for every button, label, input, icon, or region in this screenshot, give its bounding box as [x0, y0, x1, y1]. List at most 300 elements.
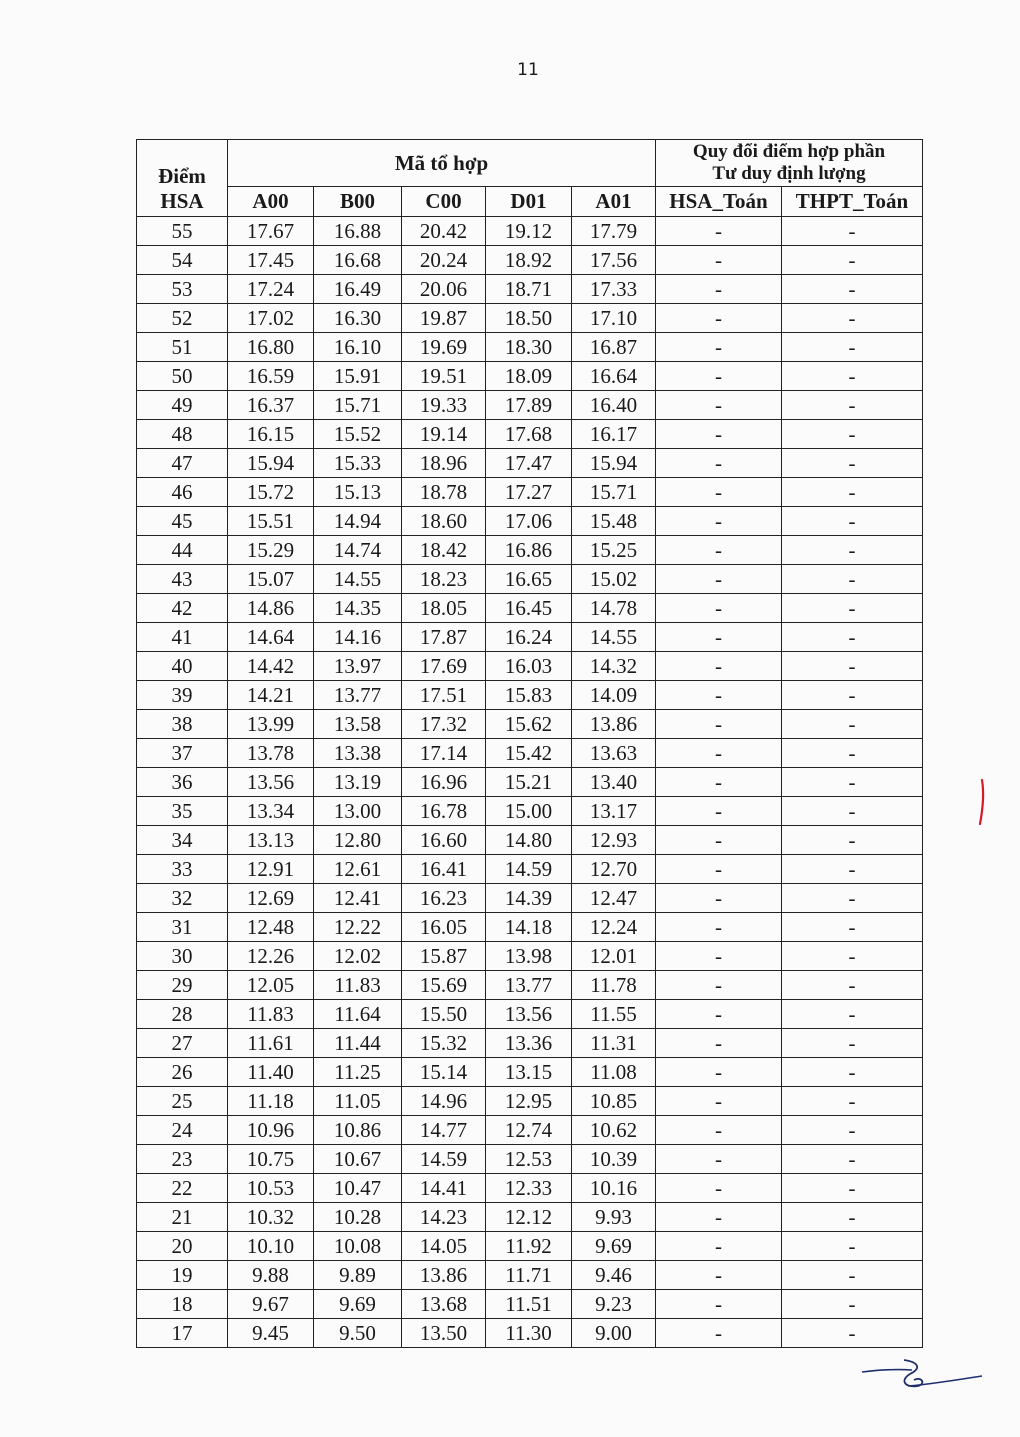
table-row — [137, 1058, 923, 1087]
table-cell: - — [656, 826, 782, 855]
table-cell: - — [782, 333, 923, 362]
table-cell: 16.78 — [402, 797, 486, 826]
table-cell: 36 — [137, 768, 228, 797]
table-cell: 15.50 — [402, 1000, 486, 1029]
table-cell: 16.10 — [314, 333, 402, 362]
table-row — [137, 449, 923, 478]
table-cell: 12.91 — [228, 855, 314, 884]
table-cell: 15.87 — [402, 942, 486, 971]
table-cell: 15.62 — [486, 710, 572, 739]
table-cell: 12.93 — [572, 826, 656, 855]
table-cell: 10.62 — [572, 1116, 656, 1145]
table-cell: 15.29 — [228, 536, 314, 565]
table-cell: 41 — [137, 623, 228, 652]
table-cell: 17.24 — [228, 275, 314, 304]
table-row — [137, 217, 923, 246]
table-cell: 14.55 — [314, 565, 402, 594]
table-cell: - — [656, 797, 782, 826]
table-row — [137, 739, 923, 768]
table-cell: 14.35 — [314, 594, 402, 623]
table-cell: - — [782, 507, 923, 536]
table-cell: 14.16 — [314, 623, 402, 652]
table-cell: - — [656, 449, 782, 478]
table-cell: 21 — [137, 1203, 228, 1232]
table-cell: 22 — [137, 1174, 228, 1203]
table-cell: 18.92 — [486, 246, 572, 275]
table-cell: 13.63 — [572, 739, 656, 768]
table-row — [137, 594, 923, 623]
table-cell: 16.24 — [486, 623, 572, 652]
table-cell: 15.33 — [314, 449, 402, 478]
table-cell: - — [656, 420, 782, 449]
table-cell: 50 — [137, 362, 228, 391]
table-cell: 17.45 — [228, 246, 314, 275]
table-cell: - — [782, 1174, 923, 1203]
table-row — [137, 304, 923, 333]
table-cell: 14.94 — [314, 507, 402, 536]
table-cell: - — [782, 217, 923, 246]
table-cell: - — [782, 768, 923, 797]
table-cell: - — [782, 391, 923, 420]
table-cell: 11.83 — [314, 971, 402, 1000]
table-cell: 18.05 — [402, 594, 486, 623]
table-cell: 13.99 — [228, 710, 314, 739]
table-cell: 52 — [137, 304, 228, 333]
table-cell: 9.45 — [228, 1319, 314, 1348]
header-col-b00: B00 — [314, 187, 402, 217]
table-cell: 12.74 — [486, 1116, 572, 1145]
table-cell: 17.51 — [402, 681, 486, 710]
table-cell: 13.77 — [486, 971, 572, 1000]
table-cell: 25 — [137, 1087, 228, 1116]
table-row — [137, 1029, 923, 1058]
header-row-top — [137, 140, 923, 187]
table-cell: 15.13 — [314, 478, 402, 507]
table-cell: - — [782, 536, 923, 565]
table-row — [137, 855, 923, 884]
table-cell: 16.45 — [486, 594, 572, 623]
score-conversion-table — [136, 139, 923, 1348]
table-cell: 18.42 — [402, 536, 486, 565]
table-cell: - — [656, 1087, 782, 1116]
table-body — [137, 217, 923, 1348]
table-cell: - — [782, 1116, 923, 1145]
table-row — [137, 362, 923, 391]
table-cell: 15.83 — [486, 681, 572, 710]
score-conversion-table-container — [136, 139, 923, 1348]
table-cell: 43 — [137, 565, 228, 594]
table-cell: 12.41 — [314, 884, 402, 913]
header-hsa-label: HSA — [160, 189, 204, 213]
table-cell: 17.69 — [402, 652, 486, 681]
page-number: 11 — [517, 60, 539, 80]
table-cell: 13.77 — [314, 681, 402, 710]
table-cell: - — [782, 478, 923, 507]
table-cell: 23 — [137, 1145, 228, 1174]
table-cell: 46 — [137, 478, 228, 507]
header-group-title: Mã tổ hợp — [228, 140, 656, 187]
header-col-c00: C00 — [402, 187, 486, 217]
table-cell: 13.68 — [402, 1290, 486, 1319]
table-cell: 14.21 — [228, 681, 314, 710]
table-cell: 16.88 — [314, 217, 402, 246]
table-row — [137, 565, 923, 594]
table-row — [137, 768, 923, 797]
table-cell: - — [656, 362, 782, 391]
table-cell: 13.97 — [314, 652, 402, 681]
table-cell: 9.69 — [572, 1232, 656, 1261]
table-cell: 12.01 — [572, 942, 656, 971]
table-cell: 15.72 — [228, 478, 314, 507]
table-cell: - — [782, 362, 923, 391]
table-row — [137, 478, 923, 507]
table-row — [137, 1290, 923, 1319]
header-row-columns — [137, 187, 923, 217]
table-cell: - — [656, 1319, 782, 1348]
table-cell: 16.40 — [572, 391, 656, 420]
table-cell: 16.96 — [402, 768, 486, 797]
table-cell: 17.87 — [402, 623, 486, 652]
table-cell: 17.56 — [572, 246, 656, 275]
table-cell: 9.89 — [314, 1261, 402, 1290]
table-cell: - — [656, 884, 782, 913]
table-cell: - — [782, 246, 923, 275]
table-cell: - — [782, 1029, 923, 1058]
table-cell: 10.53 — [228, 1174, 314, 1203]
table-cell: 14.32 — [572, 652, 656, 681]
table-cell: - — [656, 855, 782, 884]
table-cell: - — [656, 304, 782, 333]
table-cell: 14.18 — [486, 913, 572, 942]
table-row — [137, 1174, 923, 1203]
table-cell: 12.05 — [228, 971, 314, 1000]
table-cell: 10.85 — [572, 1087, 656, 1116]
table-row — [137, 1116, 923, 1145]
table-cell: 11.83 — [228, 1000, 314, 1029]
table-cell: - — [656, 565, 782, 594]
table-cell: 16.15 — [228, 420, 314, 449]
table-cell: - — [656, 507, 782, 536]
table-cell: - — [782, 797, 923, 826]
table-row — [137, 1261, 923, 1290]
table-cell: - — [782, 1000, 923, 1029]
table-cell: 48 — [137, 420, 228, 449]
table-cell: 19.87 — [402, 304, 486, 333]
table-cell: 12.53 — [486, 1145, 572, 1174]
table-cell: 14.78 — [572, 594, 656, 623]
table-cell: 14.09 — [572, 681, 656, 710]
header-col-a00: A00 — [228, 187, 314, 217]
table-cell: 45 — [137, 507, 228, 536]
table-cell: - — [782, 739, 923, 768]
table-cell: - — [656, 275, 782, 304]
table-cell: 18.78 — [402, 478, 486, 507]
table-cell: 16.17 — [572, 420, 656, 449]
table-cell: 15.32 — [402, 1029, 486, 1058]
table-cell: 17 — [137, 1319, 228, 1348]
table-cell: 12.33 — [486, 1174, 572, 1203]
table-cell: 15.21 — [486, 768, 572, 797]
table-cell: 20.42 — [402, 217, 486, 246]
table-cell: - — [656, 739, 782, 768]
table-row — [137, 1000, 923, 1029]
table-row — [137, 275, 923, 304]
table-cell: 15.94 — [572, 449, 656, 478]
table-cell: 11.05 — [314, 1087, 402, 1116]
table-cell: - — [782, 1058, 923, 1087]
table-cell: 18.71 — [486, 275, 572, 304]
table-cell: 17.67 — [228, 217, 314, 246]
table-cell: 17.79 — [572, 217, 656, 246]
table-row — [137, 420, 923, 449]
table-cell: 16.49 — [314, 275, 402, 304]
table-cell: 13.19 — [314, 768, 402, 797]
table-cell: 9.69 — [314, 1290, 402, 1319]
table-cell: - — [782, 942, 923, 971]
table-cell: 15.94 — [228, 449, 314, 478]
table-cell: 49 — [137, 391, 228, 420]
table-cell: 47 — [137, 449, 228, 478]
table-cell: 12.22 — [314, 913, 402, 942]
table-cell: 15.25 — [572, 536, 656, 565]
table-cell: 28 — [137, 1000, 228, 1029]
table-row — [137, 652, 923, 681]
table-cell: - — [782, 710, 923, 739]
table-cell: 12.02 — [314, 942, 402, 971]
table-cell: - — [782, 652, 923, 681]
table-cell: 17.68 — [486, 420, 572, 449]
table-cell: 15.02 — [572, 565, 656, 594]
table-cell: 12.26 — [228, 942, 314, 971]
table-cell: 12.69 — [228, 884, 314, 913]
table-cell: - — [782, 1087, 923, 1116]
table-cell: 15.52 — [314, 420, 402, 449]
table-cell: 14.59 — [402, 1145, 486, 1174]
table-cell: - — [656, 652, 782, 681]
table-cell: 9.93 — [572, 1203, 656, 1232]
table-row — [137, 391, 923, 420]
table-cell: 9.50 — [314, 1319, 402, 1348]
table-cell: 33 — [137, 855, 228, 884]
table-cell: 11.08 — [572, 1058, 656, 1087]
table-cell: - — [782, 1145, 923, 1174]
table-cell: 16.30 — [314, 304, 402, 333]
table-cell: 13.58 — [314, 710, 402, 739]
table-cell: - — [656, 333, 782, 362]
table-cell: 27 — [137, 1029, 228, 1058]
table-cell: 19.51 — [402, 362, 486, 391]
table-cell: 24 — [137, 1116, 228, 1145]
header-conversion-line1: Quy đổi điểm hợp phần — [692, 141, 886, 162]
table-cell: 18.30 — [486, 333, 572, 362]
table-cell: 54 — [137, 246, 228, 275]
table-cell: - — [656, 1290, 782, 1319]
table-row — [137, 1145, 923, 1174]
table-cell: 10.32 — [228, 1203, 314, 1232]
table-cell: 26 — [137, 1058, 228, 1087]
table-cell: 17.27 — [486, 478, 572, 507]
table-cell: - — [656, 710, 782, 739]
table-cell: 10.47 — [314, 1174, 402, 1203]
table-cell: 18.23 — [402, 565, 486, 594]
table-cell: 13.56 — [486, 1000, 572, 1029]
table-cell: 15.48 — [572, 507, 656, 536]
table-cell: - — [656, 594, 782, 623]
table-cell: 17.14 — [402, 739, 486, 768]
table-cell: 14.42 — [228, 652, 314, 681]
table-cell: 19.69 — [402, 333, 486, 362]
table-cell: - — [656, 246, 782, 275]
table-cell: 11.30 — [486, 1319, 572, 1348]
table-cell: 16.03 — [486, 652, 572, 681]
table-cell: 15.00 — [486, 797, 572, 826]
red-pen-mark-icon — [975, 778, 989, 828]
table-cell: 14.39 — [486, 884, 572, 913]
table-cell: 13.15 — [486, 1058, 572, 1087]
table-cell: - — [782, 1261, 923, 1290]
table-cell: 20.24 — [402, 246, 486, 275]
table-cell: - — [656, 1058, 782, 1087]
table-row — [137, 1319, 923, 1348]
table-cell: 12.95 — [486, 1087, 572, 1116]
table-cell: 17.02 — [228, 304, 314, 333]
table-cell: 14.23 — [402, 1203, 486, 1232]
table-cell: 15.71 — [572, 478, 656, 507]
table-cell: 44 — [137, 536, 228, 565]
table-cell: 13.00 — [314, 797, 402, 826]
table-row — [137, 681, 923, 710]
table-row — [137, 942, 923, 971]
table-cell: 11.61 — [228, 1029, 314, 1058]
table-cell: 15.42 — [486, 739, 572, 768]
table-cell: 12.48 — [228, 913, 314, 942]
table-cell: - — [656, 391, 782, 420]
table-cell: 18.96 — [402, 449, 486, 478]
table-cell: 15.91 — [314, 362, 402, 391]
table-cell: - — [656, 536, 782, 565]
table-cell: 16.87 — [572, 333, 656, 362]
table-cell: - — [782, 420, 923, 449]
table-cell: 39 — [137, 681, 228, 710]
table-cell: 12.24 — [572, 913, 656, 942]
table-row — [137, 884, 923, 913]
table-cell: - — [656, 681, 782, 710]
table-cell: 10.16 — [572, 1174, 656, 1203]
table-cell: 19 — [137, 1261, 228, 1290]
table-cell: 13.86 — [402, 1261, 486, 1290]
table-cell: 14.05 — [402, 1232, 486, 1261]
header-col-d01: D01 — [486, 187, 572, 217]
table-row — [137, 1087, 923, 1116]
table-cell: 13.50 — [402, 1319, 486, 1348]
table-cell: 15.07 — [228, 565, 314, 594]
table-cell: 35 — [137, 797, 228, 826]
table-cell: 11.64 — [314, 1000, 402, 1029]
table-cell: 17.33 — [572, 275, 656, 304]
table-cell: 10.75 — [228, 1145, 314, 1174]
table-cell: 40 — [137, 652, 228, 681]
table-cell: 51 — [137, 333, 228, 362]
table-cell: - — [656, 1232, 782, 1261]
table-cell: 11.44 — [314, 1029, 402, 1058]
table-cell: 19.33 — [402, 391, 486, 420]
table-cell: 16.37 — [228, 391, 314, 420]
table-cell: 13.38 — [314, 739, 402, 768]
table-cell: 10.08 — [314, 1232, 402, 1261]
table-cell: 12.70 — [572, 855, 656, 884]
table-cell: 13.86 — [572, 710, 656, 739]
table-cell: - — [656, 1029, 782, 1058]
table-cell: - — [782, 275, 923, 304]
table-cell: 16.05 — [402, 913, 486, 942]
table-cell: - — [656, 1174, 782, 1203]
header-diem-hsa — [137, 140, 228, 217]
table-cell: 13.98 — [486, 942, 572, 971]
table-cell: - — [782, 1203, 923, 1232]
table-cell: - — [782, 449, 923, 478]
table-row — [137, 1232, 923, 1261]
table-cell: 15.69 — [402, 971, 486, 1000]
table-cell: 18 — [137, 1290, 228, 1319]
table-cell: 12.12 — [486, 1203, 572, 1232]
header-diem-label: Điểm — [158, 164, 206, 188]
table-cell: - — [656, 1261, 782, 1290]
table-cell: 16.68 — [314, 246, 402, 275]
table-cell: 32 — [137, 884, 228, 913]
table-cell: 11.31 — [572, 1029, 656, 1058]
table-cell: 16.65 — [486, 565, 572, 594]
table-cell: 9.00 — [572, 1319, 656, 1348]
table-cell: 20 — [137, 1232, 228, 1261]
table-cell: 16.59 — [228, 362, 314, 391]
table-cell: 19.14 — [402, 420, 486, 449]
header-col-thpt-toan: THPT_Toán — [782, 187, 923, 217]
table-cell: 16.64 — [572, 362, 656, 391]
table-cell: 13.40 — [572, 768, 656, 797]
table-cell: 34 — [137, 826, 228, 855]
table-cell: 30 — [137, 942, 228, 971]
table-cell: 10.28 — [314, 1203, 402, 1232]
table-cell: - — [782, 826, 923, 855]
table-cell: 9.88 — [228, 1261, 314, 1290]
table-row — [137, 536, 923, 565]
table-cell: 14.77 — [402, 1116, 486, 1145]
table-cell: 14.55 — [572, 623, 656, 652]
table-row — [137, 826, 923, 855]
table-cell: 42 — [137, 594, 228, 623]
table-cell: 17.89 — [486, 391, 572, 420]
table-cell: 37 — [137, 739, 228, 768]
header-col-hsa-toan: HSA_Toán — [656, 187, 782, 217]
table-row — [137, 623, 923, 652]
table-cell: - — [656, 478, 782, 507]
table-cell: - — [656, 1203, 782, 1232]
table-cell: 10.39 — [572, 1145, 656, 1174]
table-cell: - — [782, 681, 923, 710]
table-cell: - — [782, 971, 923, 1000]
table-cell: 12.61 — [314, 855, 402, 884]
table-cell: - — [782, 1232, 923, 1261]
table-cell: 17.06 — [486, 507, 572, 536]
table-cell: 16.60 — [402, 826, 486, 855]
table-cell: 10.67 — [314, 1145, 402, 1174]
table-cell: - — [782, 884, 923, 913]
table-row — [137, 246, 923, 275]
table-cell: 16.23 — [402, 884, 486, 913]
table-cell: 31 — [137, 913, 228, 942]
table-row — [137, 1203, 923, 1232]
table-cell: 15.14 — [402, 1058, 486, 1087]
